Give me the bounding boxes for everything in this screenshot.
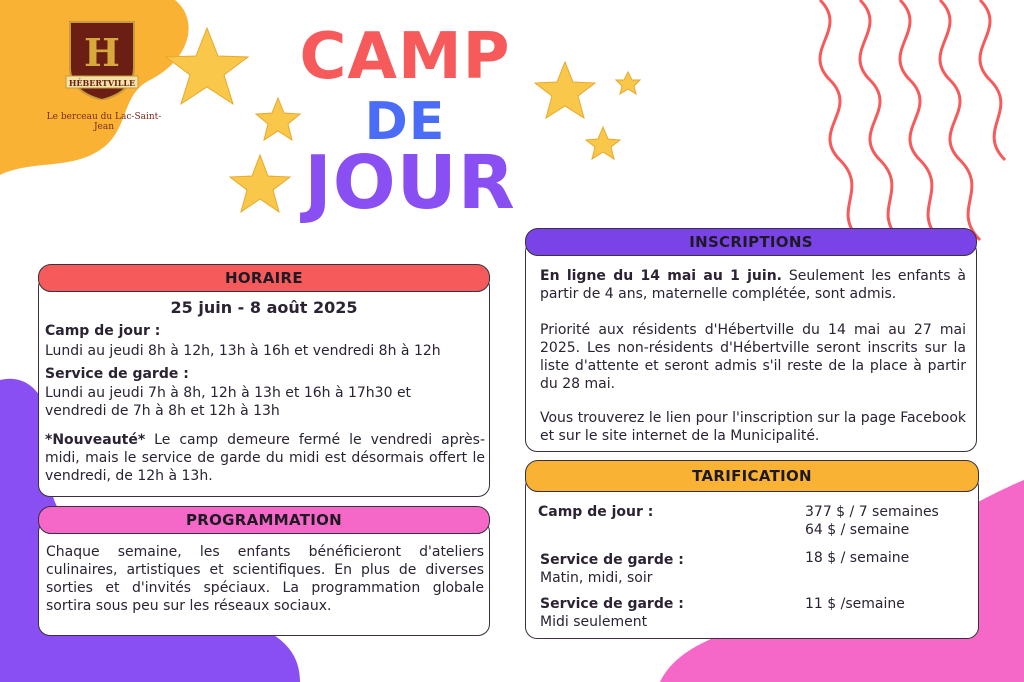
logo <box>62 18 142 100</box>
garde-label: Service de garde : <box>45 366 189 382</box>
title-de: DE <box>364 92 446 152</box>
tarif-row-price2: 64 $ / semaine <box>805 522 910 538</box>
tarif-row-sub: Midi seulement <box>540 614 648 630</box>
inscriptions-p1-rest: Seulement les enfants à partir de 4 ans, maternelle complétée, sont admis. <box>540 268 966 302</box>
inscriptions-dates: En ligne du 14 mai au 1 juin. <box>540 268 782 284</box>
title-camp: CAMP <box>299 20 511 94</box>
tarif-row-label: Service de garde : <box>540 552 684 568</box>
camp-label: Camp de jour : <box>45 323 161 339</box>
inscriptions-p2: Priorité aux résidents d'Hébertville du 14 mai au 27 mai 2025. Les non-résidents d'Hébertville seront inscrits sur la liste d'attente et seront admis s'il reste de la place à partir du 28 mai. <box>540 322 966 392</box>
nouveaute-body: Le camp demeure fermé le vendredi après-midi, mais le service de garde du midi est désormais offert le vendredi, de 12h à 13h. <box>45 432 485 484</box>
inscriptions-p3: Vous trouverez le lien pour l'inscription sur la page Facebook et sur le site internet de la Municipalité. <box>540 410 966 444</box>
tarification-header: TARIFICATION <box>525 460 979 492</box>
inscriptions-p1 <box>540 267 966 303</box>
horaire-dates: 25 juin - 8 août 2025 <box>170 298 358 317</box>
nouveaute-label: *Nouveauté* <box>45 432 146 448</box>
garde-hours: Lundi au jeudi 7h à 8h, 12h à 13h et 16h à 17h30 et vendredi de 7h à 8h et 12h à 13h <box>45 385 412 419</box>
logo-tagline: Le berceau du Lac-Saint-Jean <box>46 112 162 132</box>
logo-name: HÉBERTVILLE <box>68 78 136 88</box>
star-icon <box>256 98 300 140</box>
title-jour: JOUR <box>304 140 516 226</box>
star-icon <box>586 127 620 159</box>
tarif-row-label: Camp de jour : <box>538 504 654 520</box>
tarif-row-sub: Matin, midi, soir <box>540 570 653 586</box>
programmation-text: Chaque semaine, les enfants bénéficieront d'ateliers culinaires, artistiques et scientifiques. En plus de diverses sorties et d'invités spéciaux. La programmation globale sortira sous peu sur les réseaux sociaux. <box>46 544 484 614</box>
star-icon <box>616 72 640 94</box>
horaire-header: HORAIRE <box>38 264 490 292</box>
svg-text:H: H <box>84 30 120 75</box>
tarif-row-label: Service de garde : <box>540 596 684 612</box>
star-icon <box>166 28 248 104</box>
programmation-header: PROGRAMMATION <box>38 506 490 534</box>
star-icon <box>230 155 290 212</box>
nouveaute-text <box>45 431 485 485</box>
tarif-row-price: 11 $ /semaine <box>805 596 905 612</box>
tarif-row-price: 377 $ / 7 semaines <box>805 504 939 520</box>
star-icon <box>535 62 595 118</box>
inscriptions-header: INSCRIPTIONS <box>525 228 977 256</box>
tarif-row-price: 18 $ / semaine <box>805 550 910 566</box>
camp-hours: Lundi au jeudi 8h à 12h, 13h à 16h et vendredi 8h à 12h <box>45 343 441 359</box>
